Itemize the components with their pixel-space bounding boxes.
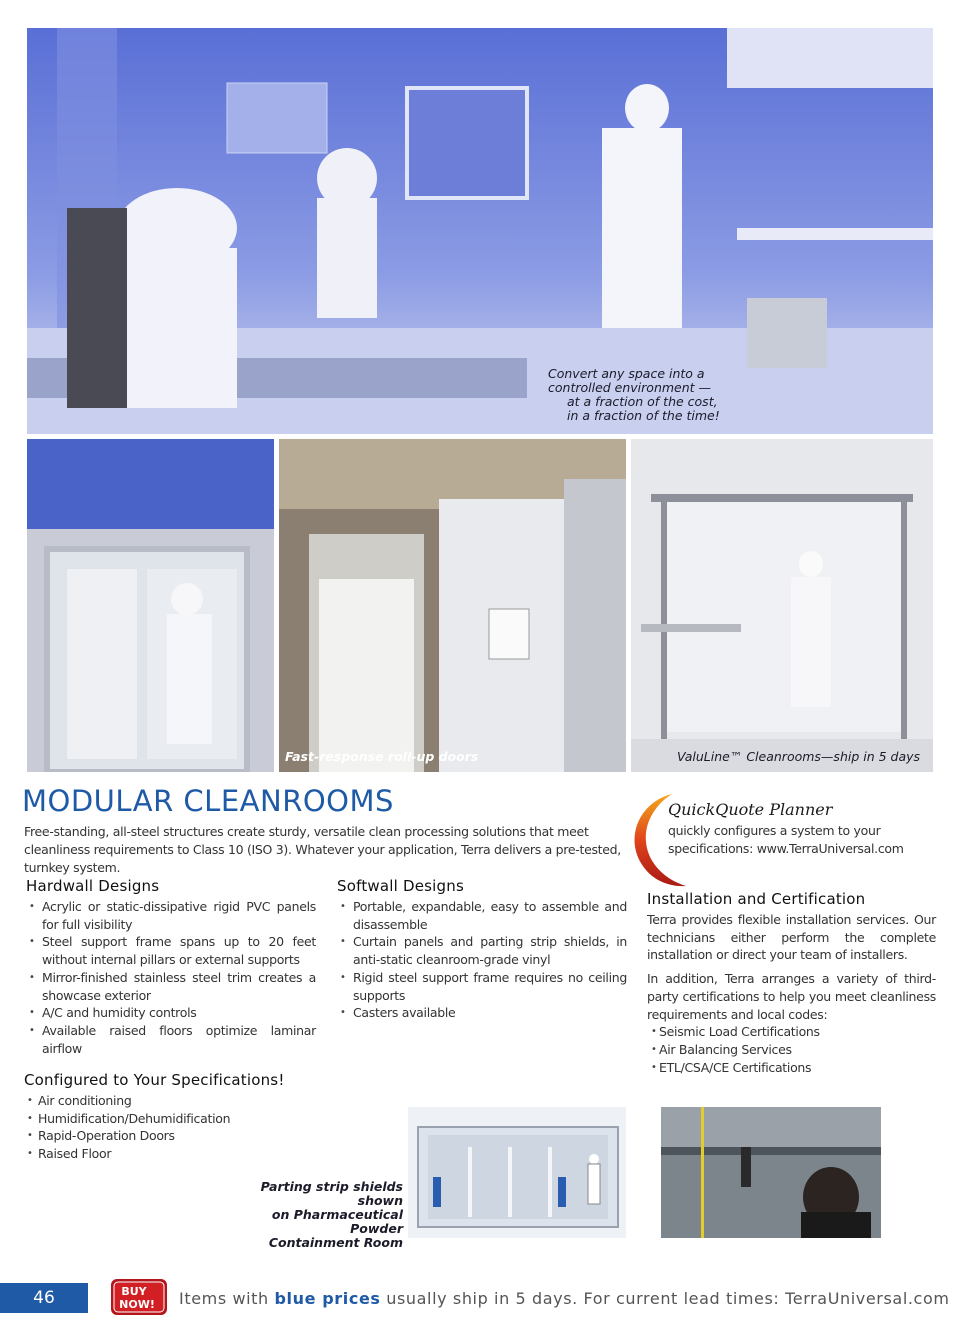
installation-paragraph: Terra provides flexible installation services. Our technicians either perform the complete installation or direct your team of installers.: [647, 912, 936, 963]
list-item: • Acrylic or static-dissipative rigid PVC panels for full visibility: [26, 898, 316, 933]
installation-section: [647, 890, 936, 1076]
quickquote-title: QuickQuote Planner: [668, 800, 833, 819]
list-item: • Curtain panels and parting strip shields, in anti-static cleanroom-grade vinyl: [337, 933, 627, 968]
rollup-doors-photo: [279, 439, 626, 772]
configured-section: [24, 1071, 324, 1163]
powder-containment-photo: [408, 1107, 626, 1238]
valuline-cleanroom-photo: [631, 439, 933, 772]
list-item: • Seismic Load Certifications: [637, 1023, 936, 1041]
hardwall-heading: Hardwall Designs: [26, 877, 160, 895]
hardwall-section: [26, 877, 316, 1057]
list-item: • Air conditioning: [24, 1092, 324, 1110]
list-item: • Humidification/Dehumidification: [24, 1110, 324, 1128]
configured-heading: Configured to Your Specifications!: [24, 1071, 285, 1089]
list-item: • Casters available: [337, 1004, 627, 1022]
quickquote-text: quickly configures a system to your specifications: www.TerraUniversal.com: [668, 823, 904, 856]
list-item: • Raised Floor: [24, 1145, 324, 1163]
softwall-section: [337, 877, 627, 1022]
rollup-caption: Fast-response roll-up doors: [285, 749, 479, 764]
installer-photo: [661, 1107, 881, 1238]
list-item: • Rapid-Operation Doors: [24, 1127, 324, 1145]
list-item: • Mirror-finished stainless steel trim creates a showcase exterior: [26, 969, 316, 1004]
hero-cleanroom-photo: [27, 28, 933, 434]
page-title: MODULAR CLEANROOMS: [22, 784, 394, 818]
valuline-caption: ValuLine™ Cleanrooms—ship in 5 days: [677, 749, 921, 764]
buy-now-icon: [110, 1278, 168, 1316]
list-item: • A/C and humidity controls: [26, 1004, 316, 1022]
page-number: 46: [0, 1283, 88, 1313]
list-item: • Available raised floors optimize laminar airflow: [26, 1022, 316, 1057]
svg-text:NOW!: NOW!: [119, 1298, 155, 1311]
certification-paragraph: In addition, Terra arranges a variety of third-party certifications to help you meet cleanliness requirements and local codes:: [647, 971, 936, 1022]
list-item: • ETL/CSA/CE Certifications: [637, 1059, 936, 1077]
footer-shipping-note: Items with blue prices usually ship in 5 days. For current lead times: TerraUniversal.com: [179, 1289, 950, 1308]
powder-caption: Parting strip shields shown on Pharmaceutical Powder Containment Room: [260, 1179, 403, 1250]
blue-prices-text: blue prices: [274, 1289, 381, 1308]
hero-caption: Convert any space into a controlled environment — at a fraction of the cost, in a fraction of the time!: [548, 366, 720, 423]
buy-now-badge: [110, 1278, 168, 1316]
list-item: • Rigid steel support frame requires no ceiling supports: [337, 969, 627, 1004]
quickquote-callout: [628, 792, 948, 888]
hardwall-cleanroom-photo: [27, 439, 274, 772]
intro-paragraph: Free-standing, all-steel structures create sturdy, versatile clean processing solutions that meet cleanliness requirements to Class 10 (ISO 3). Whatever your application, Terra delivers a pre-tested, turnkey system.: [24, 824, 621, 875]
list-item: • Air Balancing Services: [637, 1041, 936, 1059]
list-item: • Steel support frame spans up to 20 feet without internal pillars or external supports: [26, 933, 316, 968]
list-item: • Portable, expandable, easy to assemble and disassemble: [337, 898, 627, 933]
installation-heading: Installation and Certification: [647, 890, 866, 908]
svg-text:BUY: BUY: [121, 1285, 147, 1298]
softwall-heading: Softwall Designs: [337, 877, 464, 895]
